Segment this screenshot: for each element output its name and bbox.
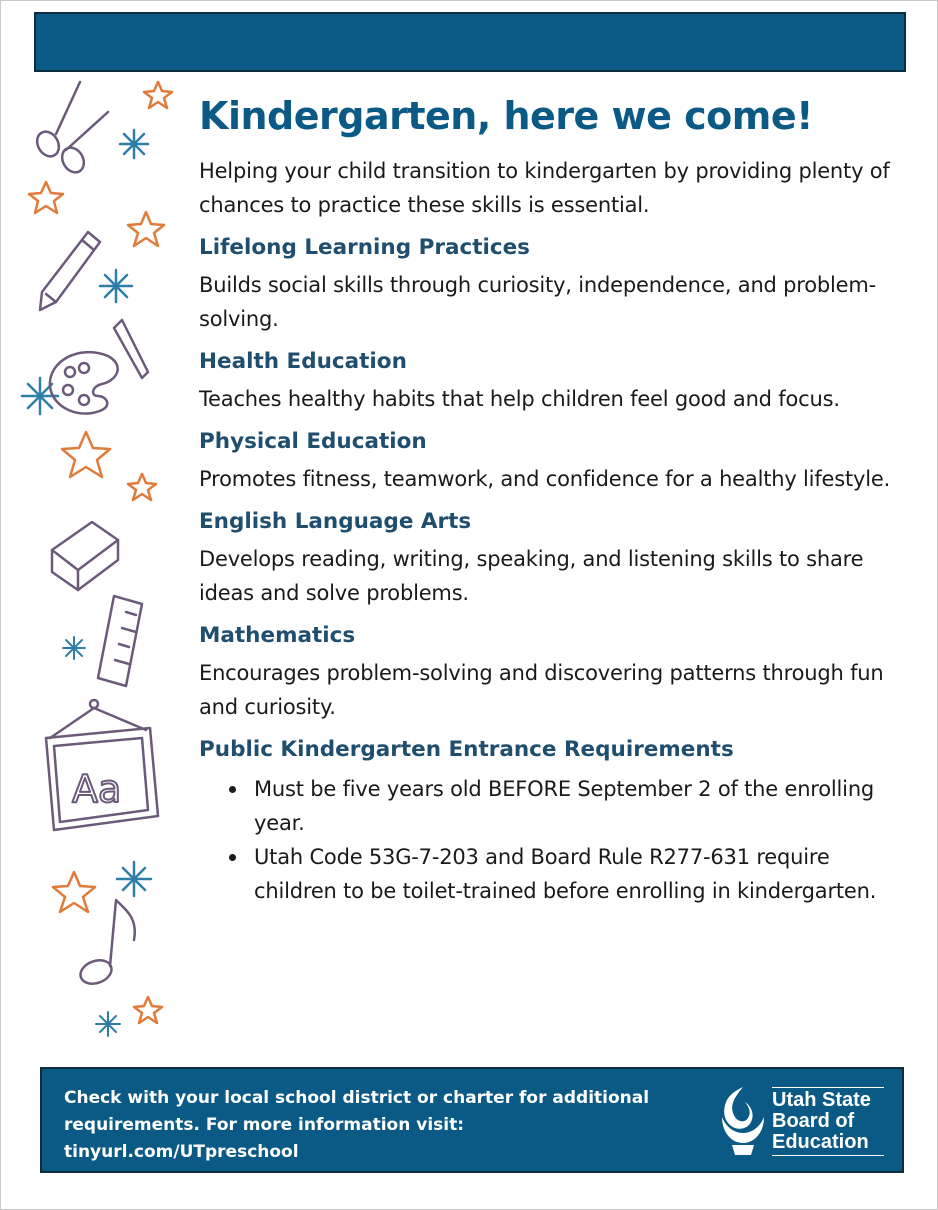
snowflake-icon xyxy=(96,1012,120,1036)
section-body: Encourages problem-solving and discovering patterns through fun and curiosity. xyxy=(199,661,884,719)
footer-text xyxy=(64,1085,684,1166)
section-entrance-requirements xyxy=(199,734,911,908)
flame-torch-icon xyxy=(718,1083,768,1157)
section-heading: Mathematics xyxy=(199,623,356,648)
side-illustrations xyxy=(18,72,178,1052)
section-english-language-arts xyxy=(199,506,911,610)
footer-line: Check with your local school district or charter for additional xyxy=(64,1088,650,1108)
logo-line: Board of xyxy=(772,1110,855,1132)
requirements-list xyxy=(199,772,911,908)
section-health-education xyxy=(199,346,911,416)
main-content xyxy=(199,88,911,908)
section-heading: Lifelong Learning Practices xyxy=(199,235,530,260)
paint-palette-icon xyxy=(50,320,148,414)
star-icon xyxy=(128,212,164,246)
section-mathematics xyxy=(199,620,911,724)
star-icon xyxy=(29,182,63,213)
snowflake-icon xyxy=(117,862,151,896)
section-lifelong-learning xyxy=(199,232,911,336)
usbe-logo xyxy=(718,1083,888,1157)
logo-wordmark xyxy=(772,1087,884,1156)
intro-paragraph: Helping your child transition to kindergarten by providing plenty of chances to practice these skills is essential. xyxy=(199,159,890,217)
snowflake-icon xyxy=(120,130,148,158)
top-banner xyxy=(34,12,906,72)
section-heading: Physical Education xyxy=(199,429,427,454)
logo-line: Utah State xyxy=(772,1089,871,1111)
alphabet-sign-letters: Aa xyxy=(72,767,122,811)
section-heading: English Language Arts xyxy=(199,509,472,534)
scissors-icon xyxy=(33,82,108,176)
section-body: Develops reading, writing, speaking, and listening skills to share ideas and solve problems. xyxy=(199,547,864,605)
star-icon xyxy=(62,432,110,477)
section-body: Teaches healthy habits that help children feel good and focus. xyxy=(199,387,840,411)
page-title: Kindergarten, here we come! xyxy=(199,94,813,138)
star-icon xyxy=(53,872,95,912)
eraser-icon xyxy=(52,522,118,590)
section-heading: Public Kindergarten Entrance Requirements xyxy=(199,737,734,762)
list-item: Must be five years old BEFORE September 2 of the enrolling year. xyxy=(254,772,911,840)
star-icon xyxy=(144,82,172,108)
pencil-icon xyxy=(40,232,100,310)
section-heading: Health Education xyxy=(199,349,407,374)
list-item: Utah Code 53G-7-203 and Board Rule R277-631 require children to be toilet-trained before enrolling in kindergarten. xyxy=(254,840,911,908)
star-icon xyxy=(128,474,156,500)
star-icon xyxy=(134,997,162,1023)
snowflake-icon xyxy=(63,637,85,659)
snowflake-icon xyxy=(100,270,132,302)
logo-line: Education xyxy=(772,1131,869,1153)
footer-link[interactable]: tinyurl.com/UTpreschool xyxy=(64,1142,299,1162)
ruler-icon xyxy=(98,596,142,686)
footer-banner xyxy=(40,1067,904,1173)
section-body: Promotes fitness, teamwork, and confidence for a healthy lifestyle. xyxy=(199,467,891,491)
music-note-icon xyxy=(77,900,135,988)
section-physical-education xyxy=(199,426,911,496)
section-body: Builds social skills through curiosity, independence, and problem-solving. xyxy=(199,273,877,331)
footer-line: requirements. For more information visit: xyxy=(64,1115,465,1135)
alphabet-sign-icon xyxy=(46,700,158,830)
